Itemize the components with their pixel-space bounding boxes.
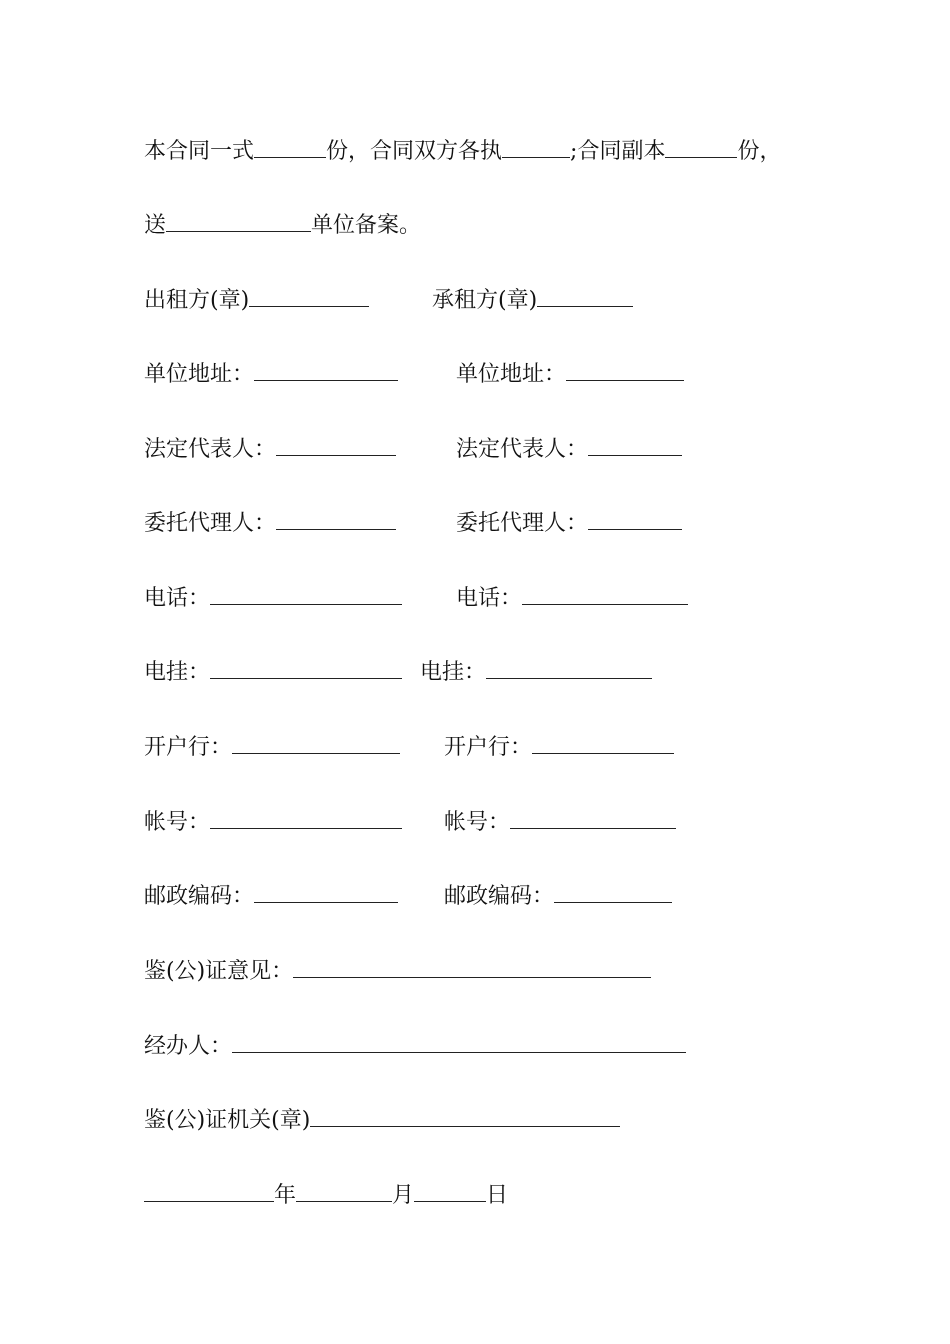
legal-rep-blank-left[interactable]	[276, 435, 396, 456]
legal-rep-blank-right[interactable]	[588, 435, 682, 456]
phone-line	[144, 582, 523, 616]
month-blank[interactable]	[296, 1181, 392, 1202]
telegraph-line	[144, 656, 487, 690]
agent-right-group	[456, 507, 682, 541]
month-label: 月	[392, 1183, 415, 1208]
date-line	[144, 1179, 508, 1213]
agent-label-left: 委托代理人：	[144, 511, 277, 536]
telegraph-label-right: 电挂：	[420, 660, 487, 685]
notary-authority-blank[interactable]	[310, 1106, 620, 1127]
agent-label-right: 委托代理人：	[456, 511, 589, 536]
legal-rep-label-right: 法定代表人：	[456, 437, 589, 462]
copies-clause-line	[144, 135, 781, 169]
postcode-blank-left[interactable]	[254, 882, 398, 903]
telegraph-label-left: 电挂：	[144, 660, 211, 685]
lessor-label: 出租方(章)	[144, 288, 250, 313]
agent-blank-left[interactable]	[276, 509, 396, 530]
account-blank-left[interactable]	[210, 808, 402, 829]
address-line	[144, 358, 567, 392]
telegraph-right-group	[420, 656, 652, 690]
phone-blank-right[interactable]	[522, 584, 688, 605]
account-line	[144, 806, 511, 840]
lessee-blank[interactable]	[537, 286, 633, 307]
postcode-line	[144, 880, 555, 914]
legal-rep-right-group	[456, 433, 682, 467]
notary-authority-label: 鉴(公)证机关(章)	[144, 1108, 311, 1133]
notary-authority-line	[144, 1104, 620, 1138]
postcode-blank-right[interactable]	[554, 882, 672, 903]
lessor-blank[interactable]	[249, 286, 369, 307]
filing-text-2: 单位备案。	[311, 213, 422, 238]
bank-blank-right[interactable]	[532, 733, 674, 754]
copies-text-4: 份，	[737, 139, 782, 164]
bank-label-left: 开户行：	[144, 735, 233, 760]
legal-rep-label-left: 法定代表人：	[144, 437, 277, 462]
lessee-group	[432, 284, 633, 318]
copies-duplicate-blank[interactable]	[665, 137, 737, 158]
filing-clause-line	[144, 209, 421, 243]
postcode-right-group	[444, 880, 672, 914]
agent-line	[144, 507, 589, 541]
notary-opinion-blank[interactable]	[293, 957, 651, 978]
copies-text-2: 份，合同双方各执	[326, 139, 503, 164]
phone-label-left: 电话：	[144, 586, 211, 611]
day-label: 日	[486, 1183, 509, 1208]
lessee-label: 承租方(章)	[432, 288, 538, 313]
telegraph-blank-right[interactable]	[486, 658, 652, 679]
postcode-label-left: 邮政编码：	[144, 884, 255, 909]
bank-blank-left[interactable]	[232, 733, 400, 754]
parties-line	[144, 284, 538, 318]
copies-text-1: 本合同一式	[144, 139, 255, 164]
year-blank[interactable]	[144, 1181, 274, 1202]
agent-blank-right[interactable]	[588, 509, 682, 530]
postcode-label-right: 邮政编码：	[444, 884, 555, 909]
filing-unit-blank[interactable]	[166, 211, 311, 232]
day-blank[interactable]	[414, 1181, 486, 1202]
copies-total-blank[interactable]	[254, 137, 326, 158]
address-label-left: 单位地址：	[144, 362, 255, 387]
handler-blank[interactable]	[232, 1032, 686, 1053]
account-blank-right[interactable]	[510, 808, 676, 829]
address-blank-left[interactable]	[254, 360, 398, 381]
telegraph-blank-left[interactable]	[210, 658, 402, 679]
copies-each-blank[interactable]	[502, 137, 570, 158]
address-blank-right[interactable]	[566, 360, 684, 381]
year-label: 年	[274, 1183, 297, 1208]
handler-line	[144, 1030, 686, 1064]
account-right-group	[444, 806, 676, 840]
filing-text-1: 送	[144, 213, 167, 238]
legal-rep-line	[144, 433, 589, 467]
notary-opinion-line	[144, 955, 651, 989]
notary-opinion-label: 鉴(公)证意见：	[144, 959, 294, 984]
bank-label-right: 开户行：	[444, 735, 533, 760]
bank-right-group	[444, 731, 674, 765]
address-label-right: 单位地址：	[456, 362, 567, 387]
account-label-right: 帐号：	[444, 810, 511, 835]
address-right-group	[456, 358, 684, 392]
phone-blank-left[interactable]	[210, 584, 402, 605]
handler-label: 经办人：	[144, 1034, 233, 1059]
phone-right-group	[456, 582, 688, 616]
copies-text-3: ;合同副本	[570, 139, 666, 164]
bank-line	[144, 731, 533, 765]
account-label-left: 帐号：	[144, 810, 211, 835]
phone-label-right: 电话：	[456, 586, 523, 611]
